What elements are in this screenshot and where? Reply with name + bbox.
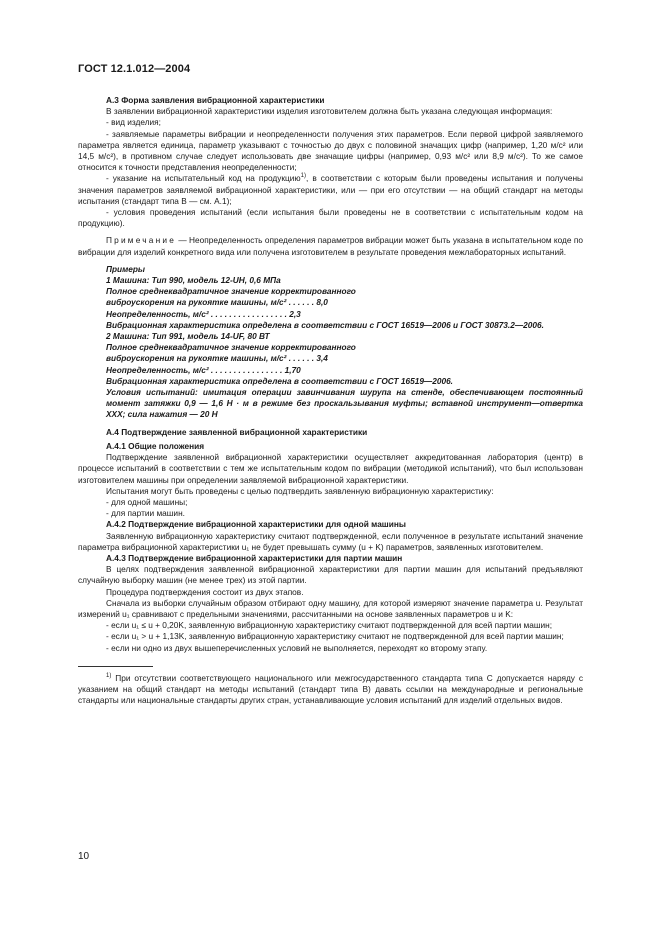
example-line: Неопределенность, м/с² . . . . . . . . . . . . . . . . 1,70: [106, 364, 301, 375]
subsection-heading-a42: А.4.2 Подтверждение вибрационной характеристики для одной машины: [106, 519, 406, 530]
section-heading-a4: А.4 Подтверждение заявленной вибрационной характеристики: [106, 426, 368, 437]
list-item: - для партии машин.: [106, 508, 185, 519]
footnote-mark: 1): [106, 672, 112, 679]
page-number: 10: [78, 851, 90, 862]
list-item: - вид изделия;: [106, 117, 161, 128]
list-item-text: - указание на испытательный код на продукцию: [106, 173, 301, 184]
example-line: Неопределенность, м/с² . . . . . . . . . . . . . . . . . 2,3: [106, 308, 301, 319]
paragraph: Процедура подтверждения состоит из двух этапов.: [106, 586, 304, 597]
paragraph-a3-intro: В заявлении вибрационной характеристики изделия изготовителем должна быть указана следующая информация:: [106, 106, 553, 117]
list-item: - если u₁ > u + 1,13K, заявленную вибрационную характеристику считают не подтвержденной для всей партии машин;: [106, 631, 564, 642]
list-item: - заявляемые параметры вибрации и неопределенности получения этих параметров. Если первой цифрой заявляемого параметра является единица, параметр указывают с точностью до двух с половиной значащих цифр (например, 1,20 м/с² или 14,5 м/с²), в противном случае следует использовать две значащие цифры (например, 0,93 м/с² или 8,9 м/с²). То же самое относится к точности представления неопределенности;: [78, 128, 583, 173]
example-line: Полное среднеквадратичное значение корректированного: [106, 286, 356, 297]
example-line: Условия испытаний: имитация операции завинчивания шурупа на стенде, обеспечивающем постоянный момент затяжки 0,9 — 1,6 Н · м в режиме без проскальзывания муфты; вставной инструмент—отвертка ХХХ; сила нажатия — 20 Н: [106, 387, 583, 420]
examples-block: [78, 264, 583, 421]
example-2-heading: 2 Машина: Тип 991, модель 14-UF, 80 ВТ: [106, 331, 270, 342]
note-label: Примечание: [106, 235, 177, 246]
subsection-heading-a41: А.4.1 Общие положения: [106, 440, 205, 451]
paragraph: Сначала из выборки случайным образом отбирают одну машину, для которой измеряют значение параметра u. Результат измерений u₁ сравнивают с предельными значениями, рассчитанными на основе заявленных параметров u и K:: [78, 597, 583, 619]
footnote-divider: [78, 666, 153, 667]
footnote: [78, 673, 583, 707]
subsection-heading-a43: А.4.3 Подтверждение вибрационной характеристики для партии машин: [106, 552, 403, 563]
footnote-ref: 1): [300, 173, 306, 180]
list-item: - если u₁ ≤ u + 0,20K, заявленную вибрационную характеристику считают подтвержденной для всей партии машин;: [106, 620, 553, 631]
page-content: [78, 95, 583, 706]
paragraph: В целях подтверждения заявленной вибрационной характеристики для партии машин для испытаний предъявляют случайную выборку машин (не менее трех) из этой партии.: [78, 564, 583, 586]
list-item: [78, 173, 583, 207]
example-line: Вибрационная характеристика определена в соответствии с ГОСТ 16519—2006 и ГОСТ 30873.2—2006.: [106, 319, 544, 330]
note: [78, 235, 583, 257]
paragraph: Испытания могут быть проведены с целью подтвердить заявленную вибрационную характеристику:: [106, 485, 494, 496]
example-1-heading: 1 Машина: Тип 990, модель 12-UH, 0,6 МПа: [106, 275, 281, 286]
list-item: - для одной машины;: [106, 496, 188, 507]
list-item-text: , в соответствии с которым были проведены испытания и получены значения параметров заявляемой вибрационной характеристики, или — при его отсутствии — на общий стандарт на методы испытания (стандарт типа В — см. А.1);: [78, 173, 583, 206]
list-item: - условия проведения испытаний (если испытания были проведены не в соответствии с испытательным кодом на продукцию).: [78, 207, 583, 229]
page-header: ГОСТ 12.1.012—2004: [78, 63, 191, 75]
example-line: Вибрационная характеристика определена в соответствии с ГОСТ 16519—2006.: [106, 375, 453, 386]
note-text: — Неопределенность определения параметров вибрации может быть указана в испытательном коде по вибрации для изделий конкретного вида или получена изготовителем в результате проведения межлабораторных испытаний.: [78, 235, 583, 257]
paragraph: Подтверждение заявленной вибрационной характеристики осуществляет аккредитованная лаборатория (центр) в процессе испытаний в соответствии с тем же испытательным кодом по вибрации (методикой испытаний), что был использован изготовителем машины при определении заявляемой вибрационной характеристики.: [78, 452, 583, 485]
paragraph: Заявленную вибрационную характеристику считают подтвержденной, если полученное в результате испытаний значение параметра вибрационной характеристики u₁ не будет превышать сумму (u + K) параметров, заявленных изготовителем.: [78, 530, 583, 552]
example-line: виброускорения на рукоятке машины, м/с² . . . . . . 8,0: [106, 297, 328, 308]
footnote-text: При отсутствии соответствующего национального или межгосударственного стандарта типа С допускается наряду с указанием на общий стандарт на методы испытаний (стандарт типа В) давать ссылки на международные и региональные стандарты или национальные стандарты других стран, устанавливающие условия испытаний для изделий отдельных видов.: [78, 672, 583, 706]
example-line: виброускорения на рукоятке машины, м/с² . . . . . . 3,4: [106, 353, 328, 364]
examples-title: Примеры: [106, 263, 146, 274]
list-item: - если ни одно из двух вышеперечисленных условий не выполняется, переходят ко второму этапу.: [106, 642, 488, 653]
example-line: Полное среднеквадратичное значение корректированного: [106, 342, 356, 353]
section-heading-a3: А.3 Форма заявления вибрационной характеристики: [106, 95, 325, 105]
